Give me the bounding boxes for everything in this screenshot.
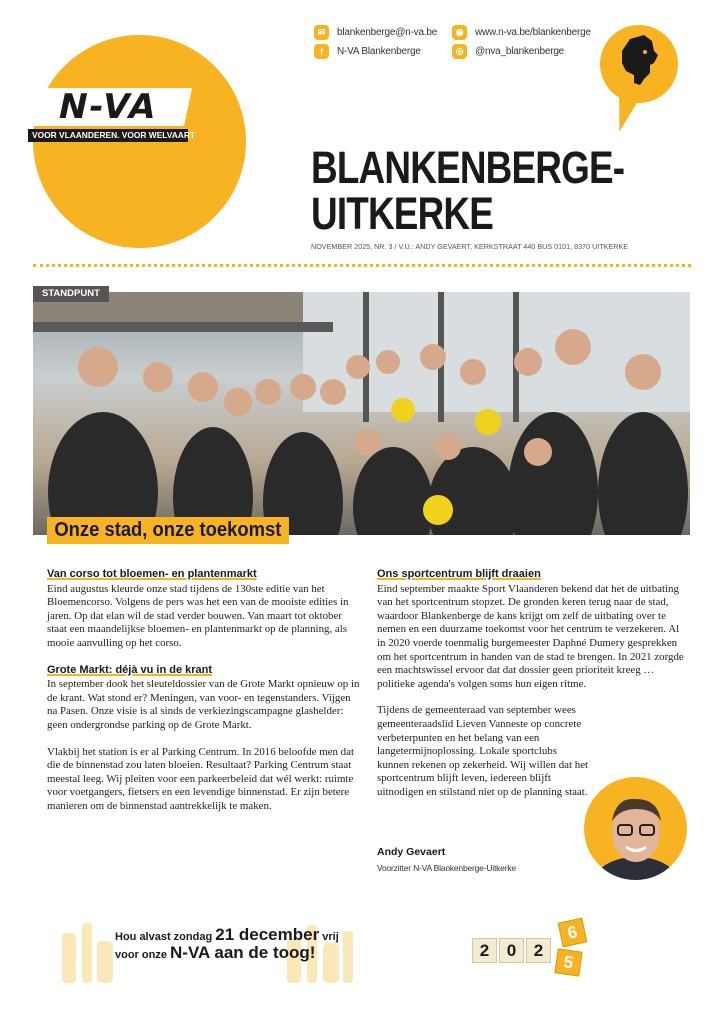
banner-pre: Hou alvast zondag xyxy=(115,931,213,943)
article-body-grote-markt-2: Vlakbij het station is er al Parking Centrum. In 2016 beloofde men dat die de binnenstad zou laten bloeien. Resultaat? Parking Centrum staat meestal leeg. Wij pleiten voor een parkeerbeleid dat wél werkt: ruimte voor voetgangers, fietsers en een levendige binnenstad. Er zijn betere manieren om de binnenstad aantrekkelijk te maken. xyxy=(47,745,354,812)
masthead-line1: BLANKENBERGE- xyxy=(311,142,625,193)
feature-headline: Onze stad, onze toekomst xyxy=(47,517,289,544)
year-cubes xyxy=(470,918,634,988)
contact-instagram[interactable] xyxy=(452,44,564,59)
globe-icon: ◉ xyxy=(452,25,467,40)
dotted-divider xyxy=(33,264,691,267)
article-heading-sportcentrum: Ons sportcentrum blijft draaien xyxy=(377,568,541,580)
contact-email[interactable] xyxy=(314,25,437,40)
left-column xyxy=(47,568,363,827)
author-role: Voorzitter N-VA Blankenberge-Uitkerke xyxy=(377,863,516,873)
article-body-grote-markt-1: In september dook het sleuteldossier van de Grote Markt opnieuw op in de krant. Wat stond er? Meningen, van voor- en tegenstanders. Vijgen na Pasen. Onze visie is al sinds de verkiezingscampagne glashelder: geen ondergrondse parking op de Grote Markt. xyxy=(47,678,360,731)
year-digit-3: 2 xyxy=(526,938,551,963)
portrait-illustration xyxy=(584,777,687,880)
instagram-icon: ◎ xyxy=(452,44,467,59)
facebook-icon: f xyxy=(314,44,329,59)
year-digit-4: 6 xyxy=(558,918,588,948)
banner-post: vrij xyxy=(322,931,339,943)
article-body-sportcentrum-2: Tijdens de gemeenteraad van september wees gemeenteraadslid Lieven Vanneste op concrete verbeterpunten en het belang van een langetermijnoplossing. Lokale sportclubs kunnen rekenen op zekerheid. Wij willen dat het sportcentrum blijft leven, iedereen blijft uitnodigen en stilstand niet op de planning staat. xyxy=(377,704,589,798)
article-heading-grote-markt: Grote Markt: déjà vu in de krant xyxy=(47,663,213,676)
banner-text xyxy=(115,925,339,964)
contact-facebook-text: N-VA Blankenberge xyxy=(337,46,421,57)
article-body-corso: Eind augustus kleurde onze stad tijdens de 130ste editie van het Bloemencorso. Volgens de pers was het een van de mooiste edities in jaren. Op dat elan wil de stad verder bouwen. Van maart tot oktober staat een maandelijkse bloemen- en plantenmarkt op de planning, als mooie aanvulling op het corso. xyxy=(47,582,349,649)
year-digit-2: 0 xyxy=(499,938,524,963)
lion-bubble xyxy=(600,25,678,103)
article-body-sportcentrum-1: Eind september maakte Sport Vlaanderen bekend dat het de uitbating van het sportcentrum stopzet. De gronden keren terug naar de stad, waardoor Blankenberge de kans krijgt om zelf de uitbating over te nemen en een duurzame toekomst voor het centrum te verzekeren. Al in 2020 voerde toenmalig burgemeester Daphné Dumery gesprekken om het sportcentrum in handen van de stad te brengen. In 2021 zorgde een machtswissel ervoor dat dat dossier geen prioriteit kreeg … politieke agenda's volgen soms hun eigen ritme. xyxy=(377,582,684,690)
year-digit-5: 5 xyxy=(554,948,582,976)
contact-website-text: www.n-va.be/blankenberge xyxy=(475,27,591,38)
group-photo xyxy=(33,292,690,535)
logo-tagline: VOOR VLAANDEREN. VOOR WELVAART xyxy=(28,129,188,142)
banner-event: N-VA aan de toog! xyxy=(170,943,316,962)
lion-icon xyxy=(600,25,678,103)
masthead-title xyxy=(311,142,625,239)
group-photo-illustration xyxy=(33,292,690,535)
contact-email-text: blankenberge@n-va.be xyxy=(337,27,438,38)
email-icon: ✉ xyxy=(314,25,329,40)
contact-instagram-text: @nva_blankenberge xyxy=(475,46,565,57)
article-heading-corso: Van corso tot bloemen- en plantenmarkt xyxy=(47,568,257,580)
logo-word: N-VA xyxy=(24,88,192,126)
contact-website[interactable] xyxy=(452,25,591,40)
banner-date: 21 december xyxy=(215,925,320,944)
section-tag: STANDPUNT xyxy=(33,286,109,302)
year-digit-1: 2 xyxy=(472,938,497,963)
author-name: Andy Gevaert xyxy=(377,846,446,858)
banner-pre2: voor onze xyxy=(115,949,167,961)
contact-facebook[interactable] xyxy=(314,44,421,59)
nva-logo xyxy=(28,87,196,142)
author-portrait xyxy=(584,777,687,880)
masthead-line2: UITKERKE xyxy=(311,188,494,239)
imprint-line: NOVEMBER 2025, NR. 3 / V.U.: ANDY GEVAERT, KERKSTRAAT 440 BUS 0101, 8370 UITKERKE xyxy=(311,242,629,251)
